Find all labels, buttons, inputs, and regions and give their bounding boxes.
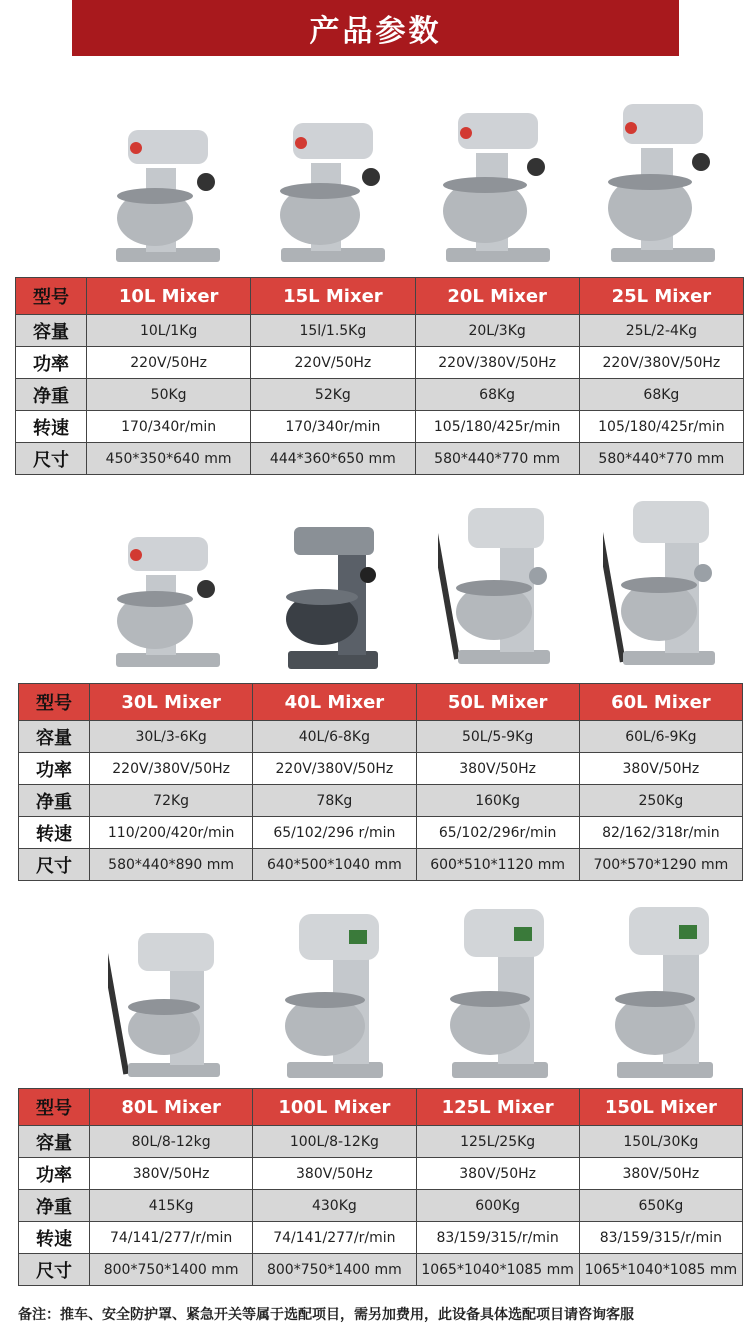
speed-cell: 65/102/296 r/min	[253, 817, 416, 849]
weight-row	[16, 379, 744, 411]
speed-row	[16, 411, 744, 443]
mixer-cart-icon	[85, 900, 250, 1085]
model-cell: 80L Mixer	[90, 1089, 253, 1126]
size-cell: 580*440*770 mm	[415, 443, 579, 475]
weight-label: 净重	[19, 785, 90, 817]
size-cell: 800*750*1400 mm	[90, 1254, 253, 1286]
weight-cell: 430Kg	[253, 1190, 416, 1222]
weight-cell: 78Kg	[253, 785, 416, 817]
model-cell: 30L Mixer	[90, 684, 253, 721]
capacity-cell: 40L/6-8Kg	[253, 721, 416, 753]
size-label: 尺寸	[19, 849, 90, 881]
speed-row	[19, 817, 743, 849]
size-cell: 640*500*1040 mm	[253, 849, 416, 881]
size-row	[19, 1254, 743, 1286]
mixer-small-icon	[415, 85, 580, 270]
model-label: 型号	[19, 1089, 90, 1126]
power-cell: 220V/380V/50Hz	[253, 753, 416, 785]
mixer-cart-icon	[580, 490, 745, 675]
size-row	[16, 443, 744, 475]
spec-table-2	[18, 683, 743, 881]
spec-table-1	[15, 277, 744, 475]
size-cell: 1065*1040*1085 mm	[416, 1254, 579, 1286]
model-cell: 50L Mixer	[416, 684, 579, 721]
model-cell: 150L Mixer	[579, 1089, 742, 1126]
model-cell: 25L Mixer	[579, 278, 743, 315]
power-label: 功率	[19, 1158, 90, 1190]
capacity-cell: 50L/5-9Kg	[416, 721, 579, 753]
speed-cell: 83/159/315/r/min	[416, 1222, 579, 1254]
footnote: 备注：推车、安全防护罩、紧急开关等属于选配项目，需另加费用，此设备具体选配项目请咨询客服	[18, 1307, 634, 1323]
model-row	[16, 278, 744, 315]
weight-row	[19, 1190, 743, 1222]
power-cell: 380V/50Hz	[579, 753, 742, 785]
capacity-row	[19, 1126, 743, 1158]
size-row	[19, 849, 743, 881]
model-row	[19, 1089, 743, 1126]
capacity-cell: 25L/2-4Kg	[579, 315, 743, 347]
capacity-cell: 20L/3Kg	[415, 315, 579, 347]
capacity-label: 容量	[16, 315, 87, 347]
weight-cell: 68Kg	[415, 379, 579, 411]
power-cell: 380V/50Hz	[416, 1158, 579, 1190]
mixer-large-icon	[250, 900, 415, 1085]
weight-cell: 250Kg	[579, 785, 742, 817]
power-cell: 380V/50Hz	[90, 1158, 253, 1190]
size-cell: 450*350*640 mm	[87, 443, 251, 475]
capacity-cell: 10L/1Kg	[87, 315, 251, 347]
speed-cell: 74/141/277/r/min	[90, 1222, 253, 1254]
speed-cell: 74/141/277/r/min	[253, 1222, 416, 1254]
mixer-large-icon	[415, 900, 580, 1085]
speed-cell: 65/102/296r/min	[416, 817, 579, 849]
weight-label: 净重	[16, 379, 87, 411]
capacity-cell: 125L/25Kg	[416, 1126, 579, 1158]
capacity-row	[16, 315, 744, 347]
weight-cell: 68Kg	[579, 379, 743, 411]
speed-cell: 110/200/420r/min	[90, 817, 253, 849]
power-cell: 220V/380V/50Hz	[90, 753, 253, 785]
capacity-label: 容量	[19, 721, 90, 753]
weight-cell: 72Kg	[90, 785, 253, 817]
mixer-cart-icon	[415, 490, 580, 675]
power-cell: 380V/50Hz	[416, 753, 579, 785]
power-cell: 220V/50Hz	[251, 347, 415, 379]
model-label: 型号	[19, 684, 90, 721]
speed-cell: 82/162/318r/min	[579, 817, 742, 849]
model-row	[19, 684, 743, 721]
mixer-image-row-2	[85, 490, 745, 675]
mixer-small-icon	[85, 85, 250, 270]
model-cell: 15L Mixer	[251, 278, 415, 315]
model-cell: 60L Mixer	[579, 684, 742, 721]
weight-cell: 52Kg	[251, 379, 415, 411]
model-cell: 40L Mixer	[253, 684, 416, 721]
capacity-cell: 15l/1.5Kg	[251, 315, 415, 347]
size-cell: 1065*1040*1085 mm	[579, 1254, 742, 1286]
capacity-cell: 100L/8-12Kg	[253, 1126, 416, 1158]
power-cell: 220V/50Hz	[87, 347, 251, 379]
weight-label: 净重	[19, 1190, 90, 1222]
weight-row	[19, 785, 743, 817]
power-row	[19, 753, 743, 785]
power-cell: 380V/50Hz	[253, 1158, 416, 1190]
speed-cell: 105/180/425r/min	[579, 411, 743, 443]
power-label: 功率	[19, 753, 90, 785]
size-cell: 580*440*890 mm	[90, 849, 253, 881]
banner-title: 产品参数	[72, 0, 679, 56]
mixer-small-icon	[580, 85, 745, 270]
model-cell: 10L Mixer	[87, 278, 251, 315]
speed-label: 转速	[16, 411, 87, 443]
power-row	[19, 1158, 743, 1190]
size-cell: 444*360*650 mm	[251, 443, 415, 475]
capacity-cell: 60L/6-9Kg	[579, 721, 742, 753]
power-cell: 220V/380V/50Hz	[415, 347, 579, 379]
model-cell: 100L Mixer	[253, 1089, 416, 1126]
power-row	[16, 347, 744, 379]
speed-cell: 170/340r/min	[87, 411, 251, 443]
power-cell: 380V/50Hz	[579, 1158, 742, 1190]
spec-table-3	[18, 1088, 743, 1286]
model-cell: 125L Mixer	[416, 1089, 579, 1126]
power-cell: 220V/380V/50Hz	[579, 347, 743, 379]
speed-cell: 170/340r/min	[251, 411, 415, 443]
capacity-cell: 30L/3-6Kg	[90, 721, 253, 753]
capacity-cell: 80L/8-12kg	[90, 1126, 253, 1158]
speed-label: 转速	[19, 817, 90, 849]
capacity-row	[19, 721, 743, 753]
speed-label: 转速	[19, 1222, 90, 1254]
speed-cell: 83/159/315/r/min	[579, 1222, 742, 1254]
capacity-label: 容量	[19, 1126, 90, 1158]
speed-cell: 105/180/425r/min	[415, 411, 579, 443]
weight-cell: 600Kg	[416, 1190, 579, 1222]
size-cell: 800*750*1400 mm	[253, 1254, 416, 1286]
weight-cell: 650Kg	[579, 1190, 742, 1222]
size-label: 尺寸	[19, 1254, 90, 1286]
mixer-small-icon	[250, 85, 415, 270]
speed-row	[19, 1222, 743, 1254]
weight-cell: 160Kg	[416, 785, 579, 817]
weight-cell: 50Kg	[87, 379, 251, 411]
power-label: 功率	[16, 347, 87, 379]
mixer-image-row-1	[85, 85, 745, 270]
mixer-image-row-3	[85, 900, 745, 1085]
model-cell: 20L Mixer	[415, 278, 579, 315]
size-label: 尺寸	[16, 443, 87, 475]
weight-cell: 415Kg	[90, 1190, 253, 1222]
capacity-cell: 150L/30Kg	[579, 1126, 742, 1158]
mixer-small-icon	[85, 490, 250, 675]
size-cell: 600*510*1120 mm	[416, 849, 579, 881]
size-cell: 580*440*770 mm	[579, 443, 743, 475]
model-label: 型号	[16, 278, 87, 315]
mixer-dark-icon	[250, 490, 415, 675]
size-cell: 700*570*1290 mm	[579, 849, 742, 881]
mixer-large-icon	[580, 900, 745, 1085]
